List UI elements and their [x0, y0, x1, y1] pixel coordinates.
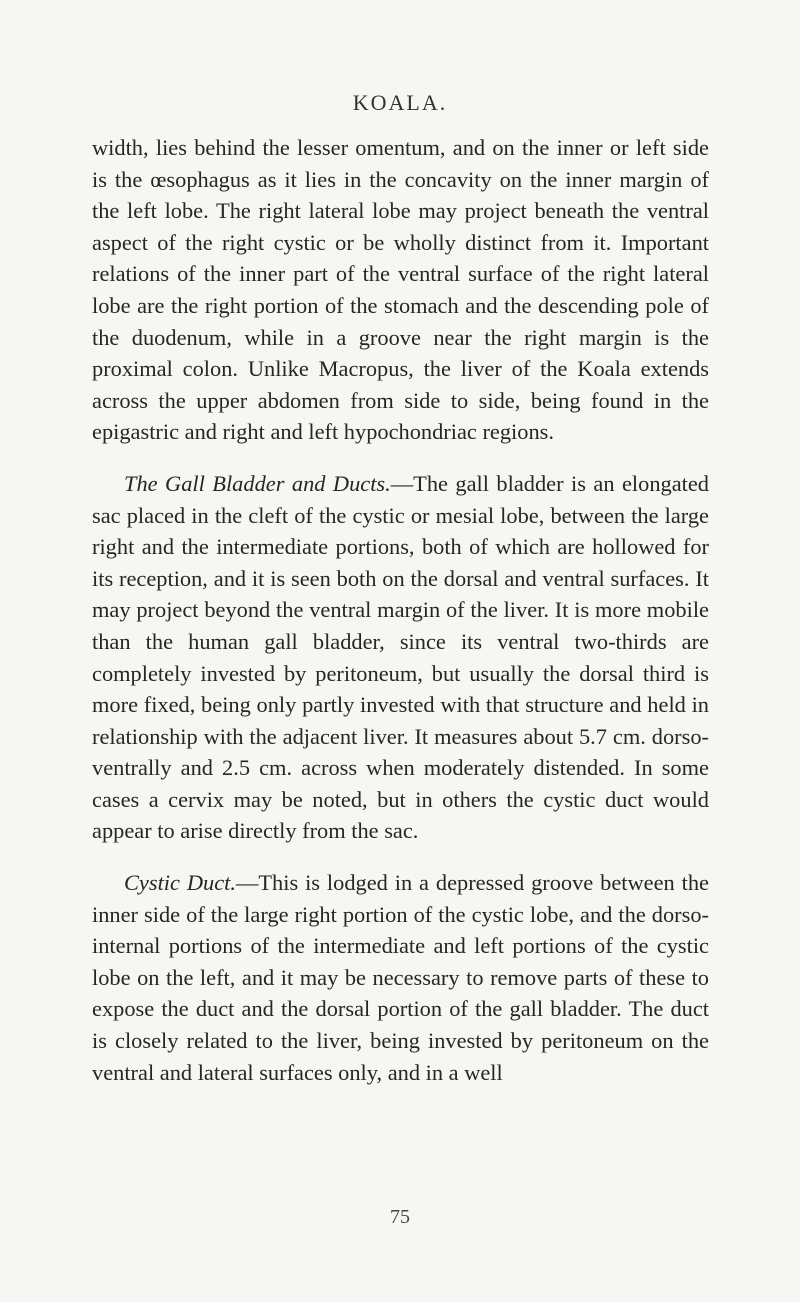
paragraph-text: —The gall bladder is an elongated sac placed in the cleft of the cystic or mesial lobe, between the large right and the intermediate portions, both of which are hollowed for its reception, and it is seen both on the dorsal and ventral surfaces. It may project beyond the ventral margin of the liver. It is more mobile than the human gall bladder, since its ventral two-thirds are completely invested by peritoneum, but usually the dorsal third is more fixed, being only partly invested with that structure and held in relationship with the adjacent liver. It measures about 5.7 cm. dorso-ventrally and 2.5 cm. across when moderately distended. In some cases a cervix may be noted, but in others the cystic duct would appear to arise directly from the sac.: [92, 470, 710, 844]
paragraph-text: —This is lodged in a depressed groove between the inner side of the large right portion of the cystic lobe, and the dorso-internal portions of the intermediate and left portions of the cystic lobe on the left, and it may be necessary to remove parts of these to expose the duct and the dorsal portion of the gall bladder. The duct is closely related to the liver, being invested by peritoneum on the ventral and lateral surfaces only, and in a well: [92, 870, 709, 1085]
paragraph-cystic-duct: [92, 867, 709, 1088]
section-heading-gall-bladder: The Gall Bladder and Ducts.: [124, 470, 391, 496]
body-text: [92, 132, 709, 1088]
paragraph-gall-bladder: [92, 468, 709, 847]
page-number: 75: [390, 1206, 410, 1228]
paragraph-text: width, lies behind the lesser omentum, and on the inner or left side is the œsophagus as it lies in the concavity on the inner margin of the left lobe. The right lateral lobe may project beneath the ventral aspect of the right cystic or be wholly distinct from it. Important relations of the inner part of the ventral surface of the right lateral lobe are the right portion of the stomach and the descending pole of the duodenum, while in a groove near the right margin is the proximal colon. Unlike Macropus, the liver of the Koala extends across the upper abdomen from side to side, being found in the epigastric and right and left hypochondriac regions.: [92, 135, 709, 445]
running-head: KOALA.: [352, 90, 448, 115]
paragraph-liver-relations: [92, 132, 709, 448]
section-heading-cystic-duct: Cystic Duct.: [124, 870, 236, 896]
